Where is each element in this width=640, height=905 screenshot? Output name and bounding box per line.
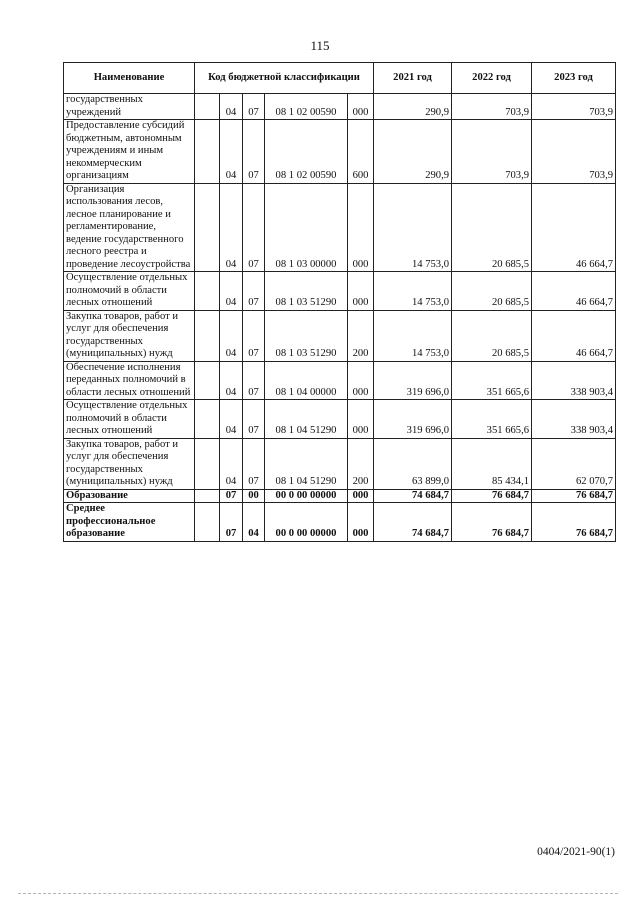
target-article-code: 08 1 02 00590 [265,94,348,120]
expense-type-code: 200 [348,310,374,361]
value-2021: 14 753,0 [374,310,452,361]
table-row [64,489,616,503]
row-name: Осуществление отдельных полномочий в области лесных отношений [64,272,195,311]
expense-type-code: 000 [348,272,374,311]
empty-cell [195,400,220,439]
empty-cell [195,94,220,120]
expense-type-code: 000 [348,489,374,503]
table-row [64,503,616,542]
value-2021: 290,9 [374,120,452,184]
value-2023: 46 664,7 [532,310,616,361]
expense-type-code: 000 [348,94,374,120]
value-2022: 20 685,5 [452,272,532,311]
target-article-code: 08 1 04 51290 [265,438,348,489]
target-article-code: 08 1 04 51290 [265,400,348,439]
table-row [64,310,616,361]
subsection-code: 07 [243,400,265,439]
value-2021: 74 684,7 [374,489,452,503]
value-2021: 14 753,0 [374,272,452,311]
value-2023: 76 684,7 [532,503,616,542]
row-name: Обеспечение исполнения переданных полномочий в области лесных отношений [64,361,195,400]
value-2022: 703,9 [452,120,532,184]
header-2021: 2021 год [374,63,452,94]
value-2021: 74 684,7 [374,503,452,542]
subsection-code: 07 [243,94,265,120]
expense-type-code: 000 [348,361,374,400]
empty-cell [195,310,220,361]
value-2022: 85 434,1 [452,438,532,489]
target-article-code: 08 1 02 00590 [265,120,348,184]
section-code: 04 [220,272,243,311]
value-2023: 703,9 [532,94,616,120]
value-2021: 14 753,0 [374,183,452,272]
subsection-code: 04 [243,503,265,542]
empty-cell [195,438,220,489]
expense-type-code: 000 [348,183,374,272]
table-row [64,272,616,311]
table-row [64,438,616,489]
scan-edge-line [18,893,618,895]
section-code: 04 [220,183,243,272]
value-2022: 351 665,6 [452,361,532,400]
subsection-code: 07 [243,183,265,272]
empty-cell [195,361,220,400]
expense-type-code: 200 [348,438,374,489]
table-row [64,400,616,439]
section-code: 04 [220,438,243,489]
header-2023: 2023 год [532,63,616,94]
section-code: 04 [220,94,243,120]
table-row [64,361,616,400]
section-code: 04 [220,361,243,400]
subsection-code: 07 [243,120,265,184]
value-2021: 63 899,0 [374,438,452,489]
subsection-code: 07 [243,438,265,489]
document-code: 0404/2021-90(1) [537,846,615,858]
budget-table [63,62,616,542]
expense-type-code: 000 [348,503,374,542]
table-row [64,94,616,120]
value-2022: 703,9 [452,94,532,120]
target-article-code: 00 0 00 00000 [265,503,348,542]
row-name: Закупка товаров, работ и услуг для обеспечения государственных (муниципальных) нужд [64,310,195,361]
table-header-row [64,63,616,94]
empty-cell [195,183,220,272]
section-code: 04 [220,310,243,361]
table-body [64,94,616,542]
value-2022: 76 684,7 [452,489,532,503]
target-article-code: 08 1 03 00000 [265,183,348,272]
value-2022: 20 685,5 [452,310,532,361]
target-article-code: 08 1 04 00000 [265,361,348,400]
expense-type-code: 000 [348,400,374,439]
row-name: государственных учреждений [64,94,195,120]
section-code: 04 [220,120,243,184]
value-2021: 319 696,0 [374,361,452,400]
value-2022: 20 685,5 [452,183,532,272]
value-2023: 703,9 [532,120,616,184]
row-name: Предоставление субсидий бюджетным, автономным учреждениям и иным некоммерческим организациям [64,120,195,184]
expense-type-code: 600 [348,120,374,184]
subsection-code: 07 [243,272,265,311]
empty-cell [195,503,220,542]
value-2023: 338 903,4 [532,361,616,400]
empty-cell [195,272,220,311]
row-name: Закупка товаров, работ и услуг для обеспечения государственных (муниципальных) нужд [64,438,195,489]
subsection-code: 07 [243,310,265,361]
empty-cell [195,489,220,503]
section-code: 07 [220,503,243,542]
value-2021: 319 696,0 [374,400,452,439]
target-article-code: 08 1 03 51290 [265,272,348,311]
table-row [64,183,616,272]
header-2022: 2022 год [452,63,532,94]
table-row [64,120,616,184]
subsection-code: 00 [243,489,265,503]
row-name: Осуществление отдельных полномочий в области лесных отношений [64,400,195,439]
subsection-code: 07 [243,361,265,400]
page-number: 115 [310,38,330,53]
header-name: Наименование [64,63,195,94]
value-2023: 62 070,7 [532,438,616,489]
value-2023: 76 684,7 [532,489,616,503]
value-2021: 290,9 [374,94,452,120]
empty-cell [195,120,220,184]
value-2022: 351 665,6 [452,400,532,439]
value-2022: 76 684,7 [452,503,532,542]
section-code: 07 [220,489,243,503]
section-code: 04 [220,400,243,439]
header-code: Код бюджетной классификации [195,63,374,94]
row-name: Образование [64,489,195,503]
value-2023: 46 664,7 [532,183,616,272]
value-2023: 338 903,4 [532,400,616,439]
row-name: Среднее профессиональное образование [64,503,195,542]
target-article-code: 00 0 00 00000 [265,489,348,503]
value-2023: 46 664,7 [532,272,616,311]
target-article-code: 08 1 03 51290 [265,310,348,361]
row-name: Организация использования лесов, лесное планирование и регламентирование, ведение государственного лесного реестра и проведение лесоустройства [64,183,195,272]
